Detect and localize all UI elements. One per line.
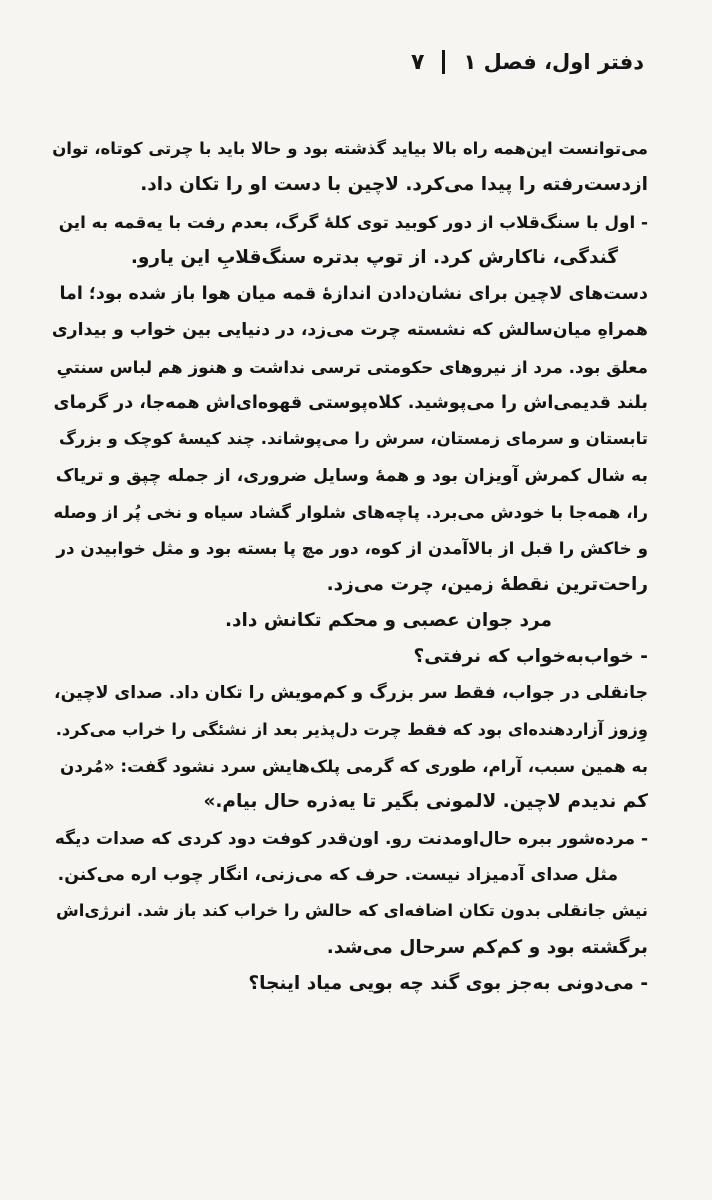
text-line: می‌توانست این‌همه راه بالا بیاید گذشته بود و حالا باید با چرتی کوتاه، توان: [52, 139, 648, 158]
text-line: - می‌دونی به‌جز بوی گند چه بویی میاد اینجا؟: [248, 972, 648, 994]
text-line: به همین سبب، آرام، طوری که گرمی پلک‌هایش سرد نشود گفت: «مُردن: [60, 756, 648, 777]
text-line: ازدست‌رفته را پیدا می‌کرد. لاچین با دست او را تکان داد.: [140, 174, 648, 196]
text-line: نیش جانقلی بدون تکان اضافه‌ای که حالش را خراب کند باز شد. انرژی‌اش: [56, 901, 648, 921]
text-line: - خواب‌به‌خواب که نرفتی؟: [413, 646, 648, 668]
text-line: برگشته بود و کم‌کم سرحال می‌شد.: [326, 936, 648, 958]
running-head: [411, 42, 644, 82]
chapter-title: دفتر اول، فصل ۱: [463, 50, 644, 74]
text-line: را، همه‌جا با خودش می‌برد. پاچه‌های شلوار گشاد سیاه و نخی پُر از وصله: [53, 501, 648, 522]
text-line: وِزوز آزاردهنده‌ای بود که فقط چرت دل‌پذیر بعد از نشئگی را خراب می‌کرد.: [55, 719, 648, 739]
text-line: کم ندیدم لاچین. لالمونی بگیر تا یه‌ذره حال بیام.»: [203, 791, 648, 813]
text-line: همراهِ میان‌سالش که نشسته چرت می‌زد، در دنیایی بین خواب و بیداری: [52, 320, 648, 341]
text-line: معلق بود. مرد از نیروهای حکومتی ترسی نداشت و هنوز هم لباس سنتیِ: [56, 356, 648, 377]
header-divider: [442, 50, 445, 74]
text-line: جانقلی در جواب، فقط سر بزرگ و کم‌مویش را تکان داد. صدای لاچین،: [54, 683, 648, 704]
text-line: راحت‌ترین نقطهٔ زمین، چرت می‌زد.: [326, 573, 648, 595]
text-line: - مرده‌شور ببره حال‌اومدنت رو. اون‌قدر کوفت دود کردی که صدات دیگه: [54, 828, 648, 849]
text-line: بلند قدیمی‌اش را می‌پوشید. کلاه‌پوستی قهوه‌ای‌اش همه‌جا، در گرمای: [53, 393, 648, 414]
body-text: [52, 131, 648, 1002]
text-line: دست‌های لاچین برای نشان‌دادن اندازهٔ قمه میان هوا باز شده بود؛ اما: [59, 284, 648, 305]
text-line: و خاکش را قبل از بالاآمدن از کوه، دور مچ پا بسته بود و مثل خوابیدن در: [56, 538, 648, 559]
text-line: تابستان و سرمای زمستان، سرش را می‌پوشاند. چند کیسهٔ کوچک و بزرگ: [58, 429, 648, 449]
page-number: ۷: [411, 49, 425, 75]
text-line: - اول با سنگ‌قلاب از دور کوبید توی کلهٔ گرگ، بعدم رفت با یه‌قمه به این: [58, 211, 648, 232]
text-line: مرد جوان عصبی و محکم تکانش داد.: [225, 609, 552, 631]
text-line: به شال کمرش آویزان بود و همهٔ وسایل ضروری، از جمله چپق و تریاک: [55, 465, 648, 486]
text-line: مثل صدای آدمیزاد نیست. حرف که می‌زنی، انگار چوب اره می‌کنن.: [57, 864, 618, 885]
text-line: گندگی، ناکارش کرد. از توپ بدتره سنگ‌قلابِ این یارو.: [130, 246, 618, 268]
